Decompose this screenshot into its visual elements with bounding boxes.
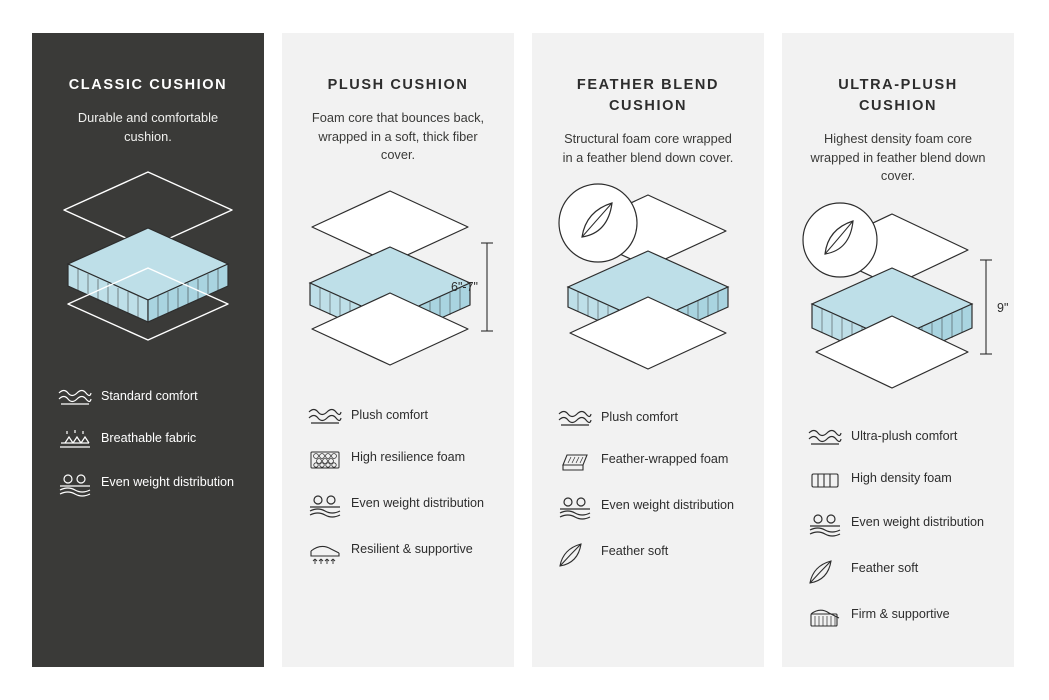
cushion-exploded-diagram xyxy=(532,173,764,403)
firm-support-icon xyxy=(807,604,851,630)
dimension-label: 9" xyxy=(997,300,1009,315)
wave-icon xyxy=(57,386,101,408)
feature-list xyxy=(557,403,739,587)
feature-item xyxy=(557,541,739,567)
feature-label: Feather-wrapped foam xyxy=(601,452,729,467)
feather-wrapped-foam-icon xyxy=(557,449,601,475)
card-feather-blend-cushion[interactable] xyxy=(532,33,764,667)
card-subtitle: Highest density foam core wrapped in feather blend down cover. xyxy=(810,131,986,184)
feature-label: Breathable fabric xyxy=(101,431,197,446)
feature-item xyxy=(807,426,989,448)
feature-item xyxy=(807,558,989,584)
card-subtitle: Durable and comfortable cushion. xyxy=(77,110,219,144)
cushion-exploded-diagram xyxy=(282,171,514,401)
feature-list xyxy=(307,401,489,585)
feature-item xyxy=(307,493,489,519)
even-weight-icon xyxy=(807,512,851,538)
cushion-exploded-diagram xyxy=(32,152,264,382)
feature-list xyxy=(57,382,239,518)
wave-icon xyxy=(807,426,851,448)
leaf-badge-icon xyxy=(559,184,637,262)
feature-item xyxy=(307,405,489,427)
feature-label: Even weight distribution xyxy=(351,495,485,510)
feature-label: Even weight distribution xyxy=(101,475,235,490)
wave-icon xyxy=(307,405,351,427)
feature-item xyxy=(307,539,489,565)
leaf-badge-icon xyxy=(803,203,877,277)
feature-item xyxy=(807,468,989,492)
feature-label: Plush comfort xyxy=(351,407,428,422)
feature-label: Feather soft xyxy=(851,560,919,575)
feature-label: Even weight distribution xyxy=(601,498,735,513)
feature-item xyxy=(307,447,489,473)
feature-label: High resilience foam xyxy=(351,449,466,464)
feature-label: Ultra-plush comfort xyxy=(851,428,958,443)
breathable-fabric-icon xyxy=(57,428,101,452)
feature-item xyxy=(557,495,739,521)
feature-label: Plush comfort xyxy=(601,410,678,425)
resilient-support-icon xyxy=(307,539,351,565)
even-weight-icon xyxy=(557,495,601,521)
feature-label: Resilient & supportive xyxy=(351,541,473,556)
feature-label: Standard comfort xyxy=(101,389,198,404)
feature-label: Feather soft xyxy=(601,544,669,559)
leaf-icon xyxy=(807,558,851,584)
honeycomb-foam-icon xyxy=(307,447,351,473)
card-title: FEATHER BLEND CUSHION xyxy=(576,77,720,115)
feature-item xyxy=(57,386,239,408)
feature-item xyxy=(807,604,989,630)
feature-label: Even weight distribution xyxy=(851,514,985,529)
card-subtitle: Structural foam core wrapped in a feather blend down cover. xyxy=(562,131,734,165)
feature-item xyxy=(57,428,239,452)
wave-icon xyxy=(557,407,601,429)
feature-item xyxy=(57,472,239,498)
feature-label: Firm & supportive xyxy=(851,606,950,621)
high-density-foam-icon xyxy=(807,468,851,492)
card-plush-cushion[interactable] xyxy=(282,33,514,667)
card-title: PLUSH CUSHION xyxy=(327,77,469,93)
dimension-label: 6"-7" xyxy=(451,279,478,294)
even-weight-icon xyxy=(307,493,351,519)
card-ultra-plush-cushion[interactable] xyxy=(782,33,1014,667)
card-title: CLASSIC CUSHION xyxy=(68,77,228,93)
even-weight-icon xyxy=(57,472,101,498)
leaf-icon xyxy=(557,541,601,567)
card-title: ULTRA-PLUSH CUSHION xyxy=(838,77,958,115)
card-subtitle: Foam core that bounces back, wrapped in a soft, thick fiber cover. xyxy=(311,110,485,163)
feature-list xyxy=(807,422,989,650)
cushion-exploded-diagram xyxy=(782,192,1014,422)
feature-item xyxy=(807,512,989,538)
feature-item xyxy=(557,407,739,429)
feature-label: High density foam xyxy=(851,470,952,485)
card-classic-cushion[interactable] xyxy=(32,33,264,667)
feature-item xyxy=(557,449,739,475)
